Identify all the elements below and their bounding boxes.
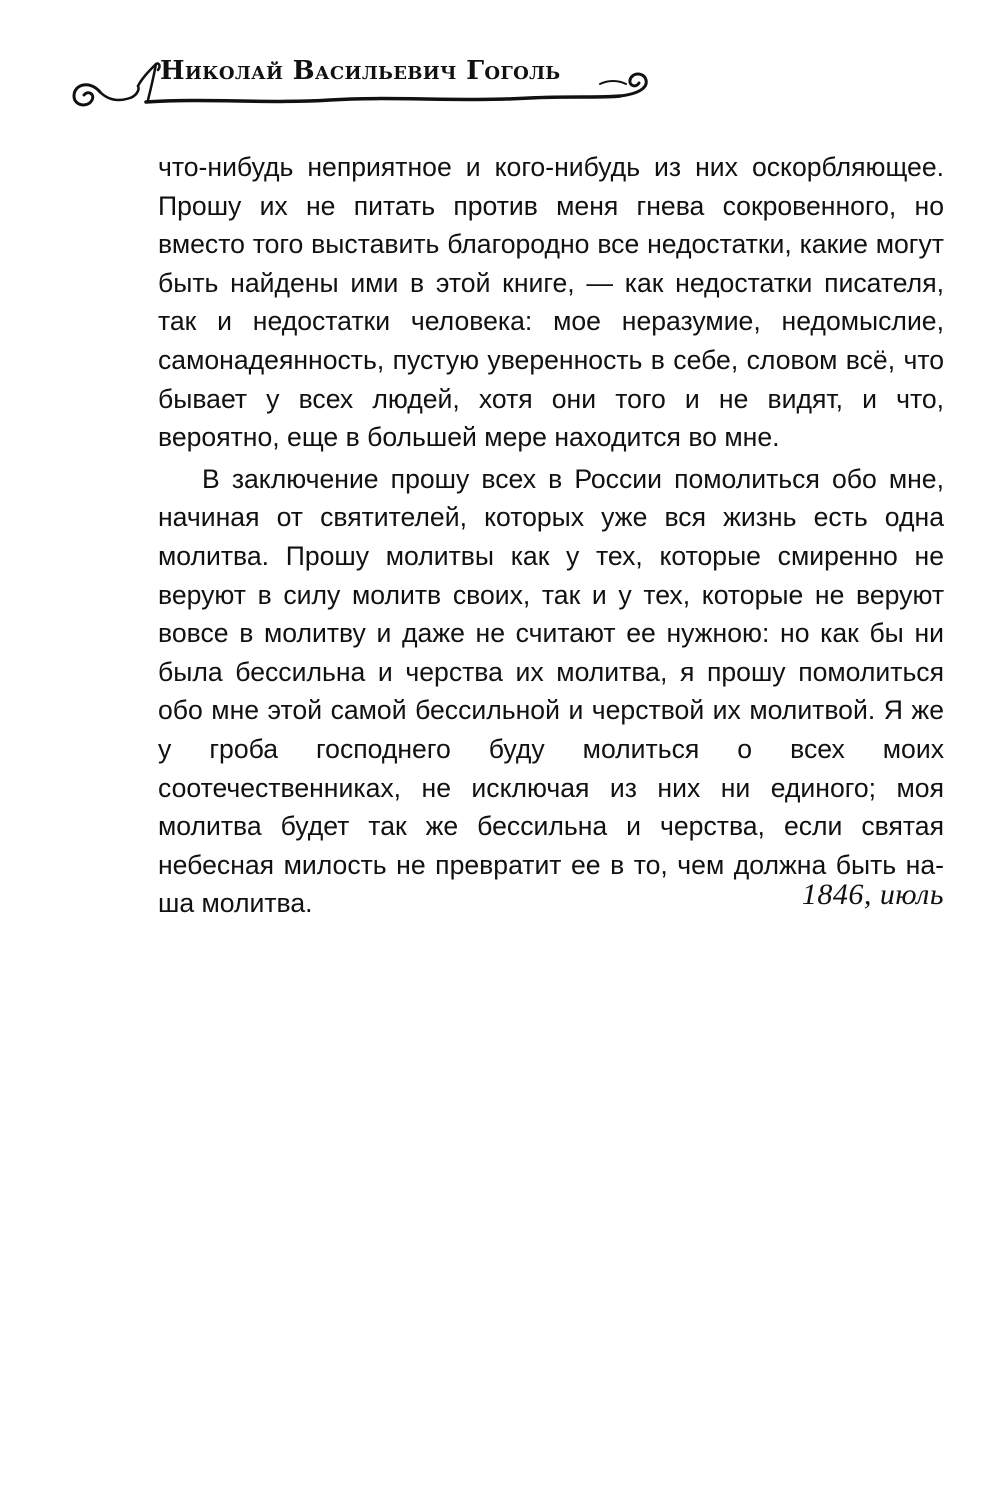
paragraph-continuation: что-нибудь неприятное и кого-нибудь из них оскорбляющее. Прошу их не питать против меня гнева сокровенного, но вместо того выставить благородно все недостатки, какие могут быть найдены ими в этой книге, — как недостатки писателя, так и недостатки человека: мое неразумие, недомыслие, самонадеянность, пустую уверенность в себе, словом всё, что бывает у всех людей, хотя они того и не видят, и что, вероятно, еще в большей мере находится во мне. bbox=[158, 152, 944, 453]
dateline: 1846, июль bbox=[801, 878, 944, 911]
running-header bbox=[60, 40, 660, 130]
body-text bbox=[158, 148, 944, 923]
paragraph-prayer: В заключение прошу всех в России помолиться обо мне, начиная от святителей, которых уже вся жизнь есть одна молитва. Прошу молитвы как у тех, которые смиренно не веруют в силу молитв своих, так и у тех, которые не веруют вовсе в молитву и даже не считают ее нужною: но как бы ни была бессильна и черства их молитва, я прошу помолиться обо мне этой самой бессильной и черствой их молитвой. Я же у гроба господнего буду молиться о всех моих соотечественниках, не исключая из них ни единого; моя молитва будет так же бессильна и черства, если святая небесная милость не превратит ее в то, чем должна быть наша молитва. bbox=[158, 463, 944, 919]
page-header-author: Николай Васильевич Гоголь bbox=[160, 56, 561, 86]
